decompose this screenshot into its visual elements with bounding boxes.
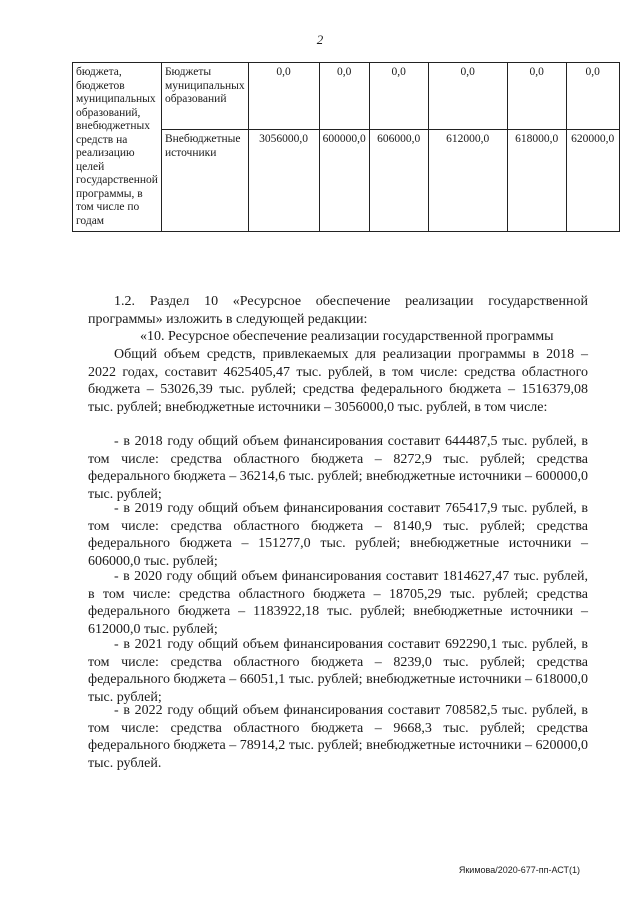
value-cell: 0,0 xyxy=(566,63,619,130)
budget-table xyxy=(72,62,620,232)
table-row xyxy=(73,63,620,130)
year-2020-paragraph: - в 2020 году общий объем финансирования составит 1814627,47 тыс. рублей, в том числе: средства областного бюджета – 18705,29 тыс. рублей; средства федерального бюджета – 1183922,18 тыс. рублей; внебюджетные источники – 612000,0 тыс. рублей; xyxy=(88,569,588,637)
document-footer-code: Якимова/2020-677-пп-АСТ(1) xyxy=(458,865,580,875)
row-label-cell: бюджета, бюджетов муниципальных образований, внебюджетных средств на реализацию целей государственной программы, в том числе по годам xyxy=(73,63,162,232)
year-2019-paragraph: - в 2019 году общий объем финансирования составит 765417,9 тыс. рублей, в том числе: средства областного бюджета – 8140,9 тыс. рублей; средства федерального бюджета – 151277,0 тыс. рублей; внебюджетные источники – 606000,0 тыс. рублей; xyxy=(88,501,588,569)
source-cell: Бюджеты муниципальных образований xyxy=(161,63,248,130)
value-cell: 620000,0 xyxy=(566,130,619,232)
value-cell: 3056000,0 xyxy=(248,130,319,232)
value-cell: 618000,0 xyxy=(507,130,566,232)
year-2018-paragraph: - в 2018 году общий объем финансирования составит 644487,5 тыс. рублей, в том числе: средства областного бюджета – 8272,9 тыс. рублей; средства федерального бюджета – 36214,6 тыс. рублей; внебюджетные источники – 600000,0 тыс. рублей; xyxy=(88,434,588,502)
value-cell: 600000,0 xyxy=(319,130,369,232)
year-2021-paragraph: - в 2021 году общий объем финансирования составит 692290,1 тыс. рублей, в том числе: средства областного бюджета – 8239,0 тыс. рублей; средства федерального бюджета – 66051,1 тыс. рублей; внебюджетные источники – 618000,0 тыс. рублей; xyxy=(88,637,588,705)
value-cell: 612000,0 xyxy=(428,130,507,232)
value-cell: 0,0 xyxy=(507,63,566,130)
year-2022-paragraph: - в 2022 году общий объем финансирования составит 708582,5 тыс. рублей, в том числе: средства областного бюджета – 9668,3 тыс. рублей; средства федерального бюджета – 78914,2 тыс. рублей; внебюджетные источники – 620000,0 тыс. рублей. xyxy=(88,703,588,771)
source-cell: Внебюджетные источники xyxy=(161,130,248,232)
value-cell: 0,0 xyxy=(248,63,319,130)
value-cell: 0,0 xyxy=(428,63,507,130)
value-cell: 0,0 xyxy=(319,63,369,130)
value-cell: 606000,0 xyxy=(369,130,428,232)
section-heading: «10. Ресурсное обеспечение реализации государственной программы xyxy=(140,329,554,344)
total-financing-paragraph: Общий объем средств, привлекаемых для реализации программы в 2018 – 2022 годах, составит 4625405,47 тыс. рублей, в том числе: средства областного бюджета – 53026,39 тыс. рублей; средства федерального бюджета – 1516379,08 тыс. рублей; внебюджетные источники – 3056000,0 тыс. рублей, в том числе: xyxy=(88,347,588,415)
section-intro: 1.2. Раздел 10 «Ресурсное обеспечение реализации государственной программы» изложить в следующей редакции: xyxy=(88,294,588,327)
value-cell: 0,0 xyxy=(369,63,428,130)
page-number: 2 xyxy=(316,32,324,47)
